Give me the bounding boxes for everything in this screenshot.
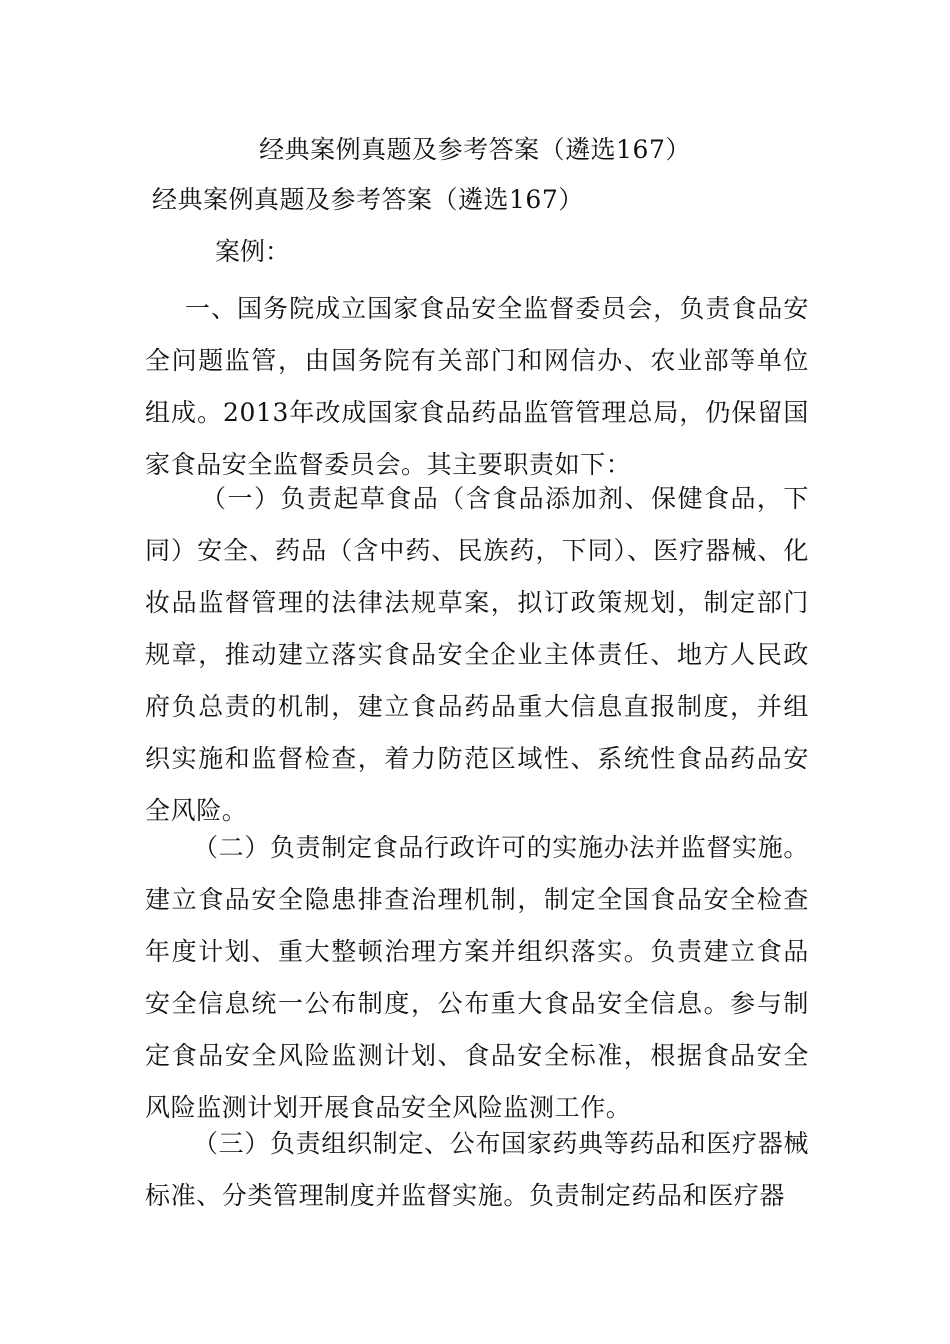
document-title: 经典案例真题及参考答案（遴选167） [259,135,691,164]
case-label: 案例： [215,237,291,266]
paragraph-1: 一、国务院成立国家食品安全监督委员会，负责食品安全问题监管，由国务院有关部门和网信办、农业部等单位组成。2013年改成国家食品药品监管管理总局，仍保留国家食品安全监督委员会。其主要职责如下： [145,294,809,479]
paragraph-4: （三）负责组织制定、公布国家药典等药品和医疗器械标准、分类管理制度并监督实施。负责制定药品和医疗器 [145,1129,809,1210]
document-subtitle: 经典案例真题及参考答案（遴选167） [152,185,584,214]
paragraph-2: （一）负责起草食品（含食品添加剂、保健食品，下同）安全、药品（含中药、民族药，下同）、医疗器械、化妆品监督管理的法律法规草案，拟订政策规划，制定部门规章，推动建立落实食品安全企业主体责任、地方人民政府负总责的机制，建立食品药品重大信息直报制度，并组织实施和监督检查，着力防范区域性、系统性食品药品安全风险。 [145,484,809,825]
paragraph-3: （二）负责制定食品行政许可的实施办法并监督实施。建立食品安全隐患排查治理机制，制定全国食品安全检查年度计划、重大整顿治理方案并组织落实。负责建立食品安全信息统一公布制度，公布重大食品安全信息。参与制定食品安全风险监测计划、食品安全标准，根据食品安全风险监测计划开展食品安全风险监测工作。 [145,833,809,1122]
